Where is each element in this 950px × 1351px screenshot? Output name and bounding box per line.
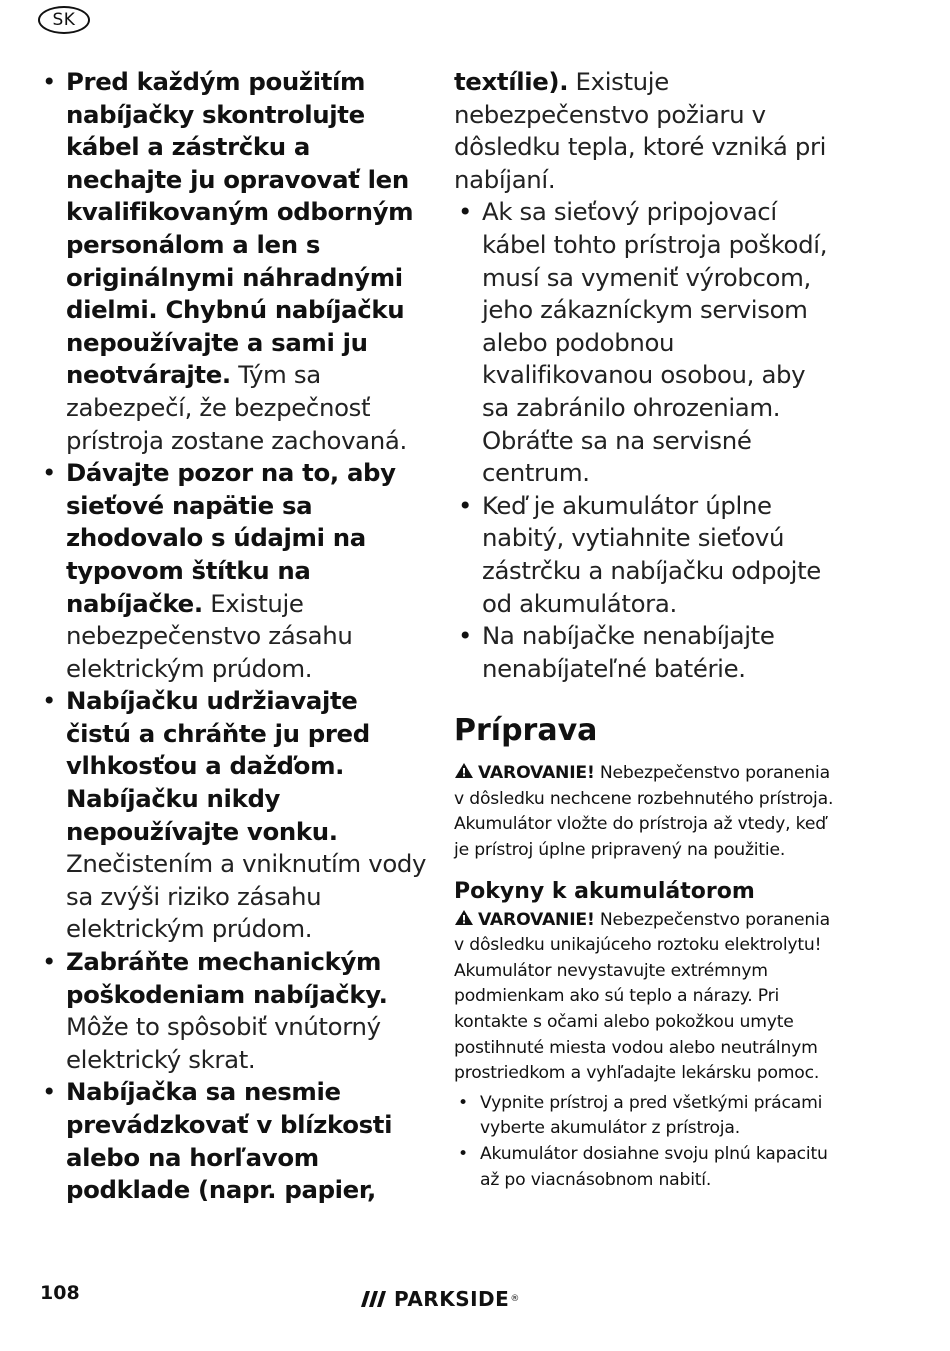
list-item [454, 620, 839, 685]
warning-paragraph [454, 761, 839, 863]
item-text: Keď je akumulátor úplne nabitý, vytiahnite sieťovú zástrčku a nabíjačku odpojte od akumulátora. [482, 490, 821, 618]
list-item [38, 685, 430, 946]
warning-text: Nebezpečenstvo poranenia v dôsledku unikajúceho roztoku elektrolytu! Akumulátor nevystavujte extrémnym podmienkam ako sú teplo a nárazy. Pri kontakte s očami alebo pokožkou umyte postihnuté miesta vodou alebo neutrálnym prostriedkom a vyhľadajte lekársku pomoc. [454, 909, 830, 1084]
list-item [38, 457, 430, 685]
item-bold-text: Zabráňte mechanickým poškodeniam nabíjačky. [66, 947, 388, 1009]
item-text: Tým sa zabezpečí, že bezpečnosť prístroja zostane zachovaná. [66, 360, 407, 455]
item-bold-text: Nabíjačku udržiavajte čistú a chráňte ju pred vlhkosťou a dažďom. Nabíjačku nikdy nepoužívajte vonku. [66, 686, 370, 846]
language-badge [38, 6, 90, 34]
battery-instructions-list [454, 1091, 839, 1193]
item-text: Existuje nebezpečenstvo zásahu elektrickým prúdom. [66, 588, 353, 683]
warning-text: Nebezpečenstvo poranenia v dôsledku nechcene rozbehnutého prístroja. Akumulátor vložte do prístroja až vtedy, keď je prístroj úplne pripravený na použitie. [454, 763, 834, 861]
item-text: Na nabíjačke nenabíjajte nenabíjateľné batérie. [482, 621, 775, 683]
list-item-continuation [454, 66, 839, 196]
subsection-title: Pokyny k akumulátorom [454, 878, 755, 904]
right-column [454, 66, 839, 1193]
warning-label: VAROVANIE! [478, 909, 595, 930]
list-item [38, 1076, 430, 1206]
parkside-stripes-icon [360, 1289, 388, 1309]
warning-triangle-icon [454, 762, 474, 779]
warning-triangle-icon [454, 909, 474, 926]
item-text: Existuje nebezpečenstvo požiaru v dôsledku tepla, ktoré vzniká pri nabíjaní. [454, 67, 827, 194]
item-text: Môže to spôsobiť vnútorný elektrický skrat. [66, 1012, 381, 1074]
warning-paragraph [454, 908, 839, 1087]
item-bold-text: Nabíjačka sa nesmie prevádzkovať v blízkosti alebo na horľavom podklade (napr. papier, [66, 1077, 393, 1205]
safety-list [38, 66, 430, 1207]
brand-name: PARKSIDE [394, 1287, 510, 1311]
item-bold-text: Dávajte pozor na to, aby sieťové napätie sa zhodovalo s údajmi na typovom štítku na nabíjačke. [66, 458, 396, 618]
left-column [38, 66, 430, 1207]
list-item [38, 946, 430, 1076]
list-item: • Vypnite prístroj a pred všetkými prácami vyberte akumulátor z prístroja. [454, 1091, 839, 1142]
list-item [454, 490, 839, 620]
item-bold-text: Pred každým použitím nabíjačky skontrolujte kábel a zástrčku a nechajte ju opravovať len kvalifikovaným odborným personálom a len s originálnymi náhradnými dielmi. Chybnú nabíjačku nepoužívajte a sami ju neotvárajte. [66, 67, 414, 390]
registered-mark: ® [510, 1294, 520, 1304]
item-bold-text: textílie). [454, 67, 569, 96]
list-item [38, 66, 430, 457]
item-text: Ak sa sieťový pripojovací kábel tohto prístroja poškodí, musí sa vymeniť výrobcom, jeho zákazníckym servisom alebo podobnou kvalifikovanou osobou, aby sa zabránilo ohrozeniam. Obráťte sa na servisné centrum. [482, 197, 828, 488]
safety-list-continued [454, 66, 839, 685]
brand-logo [360, 1287, 520, 1311]
list-item: • Akumulátor dosiahne svoju plnú kapacitu až po viacnásobnom nabití. [454, 1142, 839, 1193]
page-number: 108 [40, 1282, 80, 1304]
item-text: Znečistením a vniknutím vody sa zvýši riziko zásahu elektrickým prúdom. [66, 849, 427, 944]
language-code: SK [52, 10, 76, 30]
list-item [454, 196, 839, 489]
section-title: Príprava [454, 713, 598, 749]
warning-label: VAROVANIE! [478, 763, 595, 784]
